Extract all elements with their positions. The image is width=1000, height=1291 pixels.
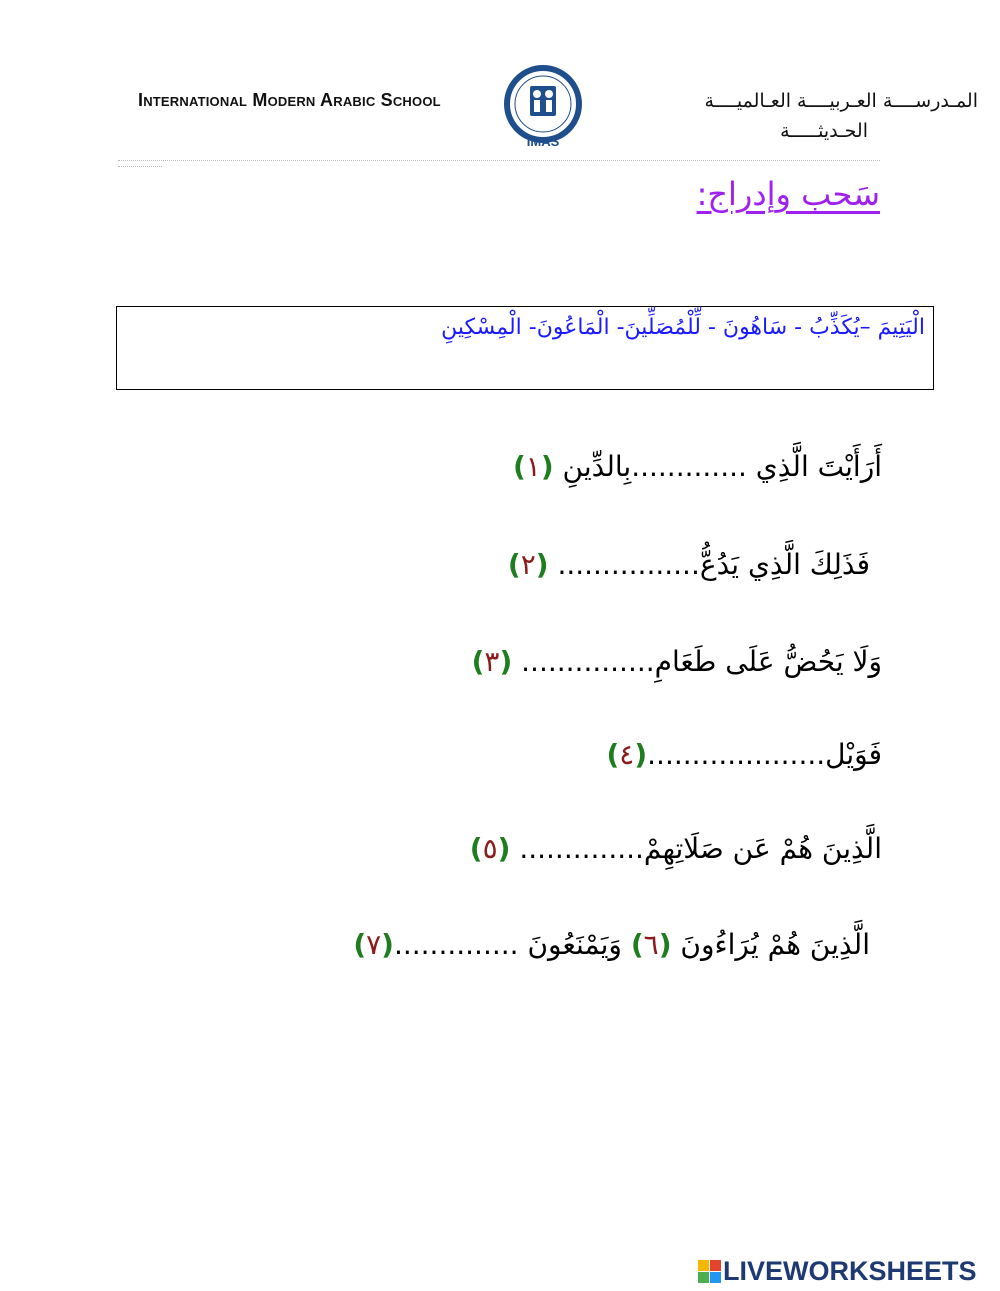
question-number: ٢ — [520, 548, 536, 581]
question-5: الَّذِينَ هُمْ عَن صَلَاتِهِمْ.............. (٥) — [469, 832, 882, 865]
question-1: أَرَأَيْتَ الَّذِي .............بِالدِّينِ (١) — [512, 450, 882, 483]
word-bank-box — [116, 306, 934, 390]
question-text-part2[interactable]: وَيَمْنَعُونَ .............. — [393, 928, 622, 961]
question-4: فَوَيْل....................(٤) — [606, 738, 882, 771]
question-number: ١ — [525, 450, 541, 483]
question-text[interactable]: وَلَا يَحُضُّ عَلَى طَعَامِ............... — [521, 645, 882, 678]
question-text[interactable]: الَّذِينَ هُمْ عَن صَلَاتِهِمْ.............. — [519, 832, 882, 865]
header-divider-short — [118, 166, 162, 167]
liveworksheets-brand[interactable] — [698, 1256, 977, 1286]
question-text[interactable]: فَذَلِكَ الَّذِي يَدُعُّ................ — [557, 548, 870, 581]
question-number-6: ٦ — [643, 928, 659, 961]
school-name-english — [138, 90, 441, 111]
question-text-part1: الَّذِينَ هُمْ يُرَاءُونَ — [680, 928, 870, 961]
question-6-7: الَّذِينَ هُمْ يُرَاءُونَ (٦) وَيَمْنَعُونَ ..............(٧) — [353, 928, 870, 961]
school-name-arabic — [618, 86, 978, 146]
question-number-7: ٧ — [366, 928, 382, 961]
question-2: فَذَلِكَ الَّذِي يَدُعُّ................ (٢) — [507, 548, 870, 581]
school-name-en-text: International Modern Arabic School — [138, 90, 441, 110]
header-divider — [118, 160, 880, 161]
brand-text: LIVEWORKSHEETS — [723, 1255, 977, 1286]
liveworksheets-icon — [698, 1260, 721, 1283]
school-logo — [500, 64, 586, 150]
question-number: ٤ — [619, 738, 635, 771]
question-number: ٥ — [482, 832, 498, 865]
word-bank[interactable]: الْيَتِيمَ –يُكَذِّبُ - سَاهُونَ - لِّلْمُصَلِّينَ- الْمَاعُونَ- الْمِسْكِينِ — [441, 315, 925, 340]
exercise-title: سَحب وإدراج: — [696, 175, 880, 213]
question-3: وَلَا يَحُضُّ عَلَى طَعَامِ............... (٣) — [471, 645, 882, 678]
question-number: ٣ — [484, 645, 500, 678]
svg-text:IMAS: IMAS — [526, 134, 560, 149]
question-text[interactable]: فَوَيْل.................... — [647, 738, 882, 771]
question-text[interactable]: أَرَأَيْتَ الَّذِي .............بِالدِّينِ — [562, 450, 882, 483]
school-name-ar-line2: الحـديثـــــة — [780, 120, 868, 142]
school-name-ar-line1: المـدرســــة العـربيــــة العـالميــــة — [704, 90, 978, 112]
